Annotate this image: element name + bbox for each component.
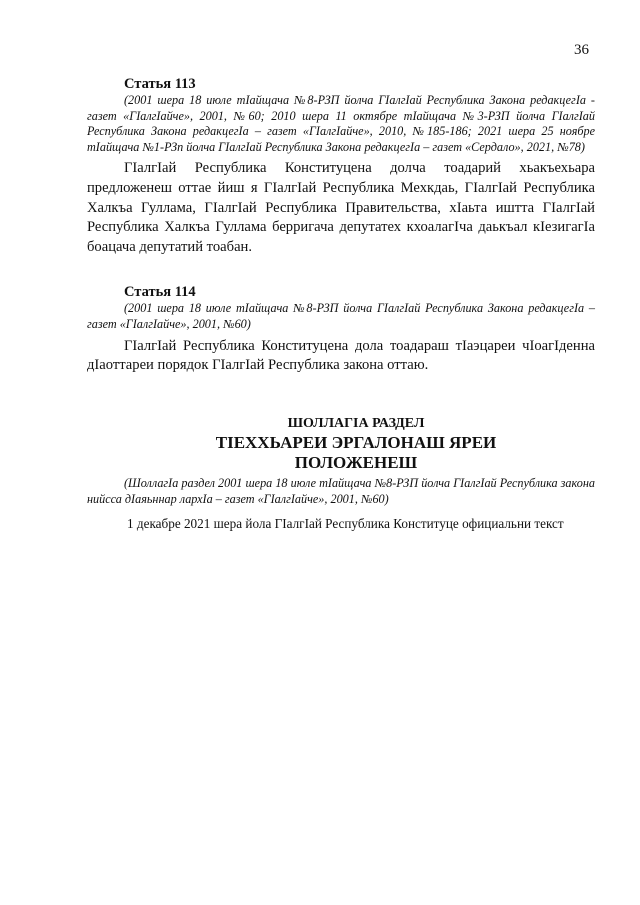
section-label: ШОЛЛАГIА РАЗДЕЛ	[287, 415, 425, 431]
article-title: Статья 113	[124, 76, 196, 92]
article-114	[87, 283, 595, 375]
section-heading-block	[87, 415, 595, 507]
document-body	[87, 75, 595, 507]
page-number: 36	[574, 42, 589, 58]
section-title-line-2: ПОЛОЖЕНЕШ	[294, 452, 418, 472]
footer-note: 1 декабре 2021 шера йола ГIалгIай Республика Конституце официальни текст	[127, 516, 564, 531]
section-amendment-note: (ШоллагIа раздел 2001 шера 18 июле тIайщача №8-РЗП йолча ГIалгIай Республика закона нийсса дIаяьннар лархIа – газет «ГIалгIайче», 2001, №60)	[87, 475, 595, 506]
article-text: ГIалгIай Республика Конституцена долча тоадарий хьакъехьара предложенеш оттае йиш я ГIалгIай Республика Мехкдаь, ГIалгIай Республика Халкъа Гуллама, ГIалгIай Республика Правительства, хIаьта иштта ГIалгIай Республика Халкъа Гуллама берригача депутатех кхоалагIча даькъал кIезигагIа боацача депутатий тоабан.	[87, 160, 595, 255]
article-text: ГIалгIай Республика Конституцена дола тоадараш тIаэцареи чIоагIденна дIаоттареи порядок ГIалгIай Республика закона оттаю.	[87, 337, 595, 374]
article-title: Статья 114	[124, 284, 196, 301]
section-title-line-1: ТIЕХХЬАРЕИ ЭРГАЛОНАШ ЯРЕИ	[215, 432, 497, 452]
article-113	[87, 75, 595, 257]
article-amendment-note: (2001 шера 18 июле тIайщача №8-РЗП йолча ГIалгIай Республика Закона редакцегIа - газет «ГIалгIайче», 2001, №60; 2010 шера 11 октябре тIайщача №3-РЗП йолча ГIалгIай Республика Закона редакцегIа – газет «ГIалгIайче», 2010, №185-186; 2021 шера 25 ноябре тIайщача №1-РЗп йолча ГIалгIай Республика Закона редакцегIа – газет «Сердало», 2021, №78)	[87, 93, 595, 154]
article-amendment-note: (2001 шера 18 июле тIайщача №8-РЗП йолча ГIалгIай Республика Закона редакцегIа – газет «ГIалгIайче», 2001, №60)	[87, 301, 595, 331]
